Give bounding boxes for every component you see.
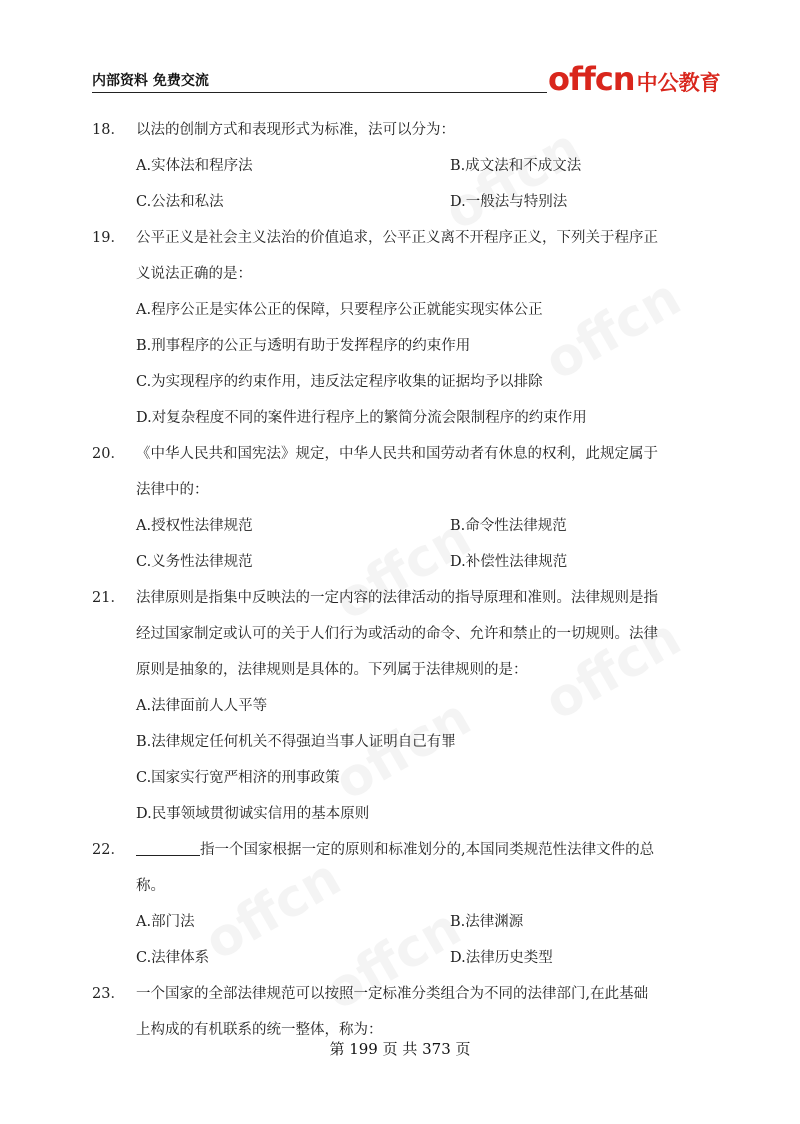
page-footer: 第 199 页 共 373 页 [329,1040,471,1058]
question-number: 22． [92,842,125,858]
option-d: D.补偿性法律规范 [450,554,568,570]
stem-line: 一个国家的全部法律规范可以按照一定标准分类组合为不同的法律部门,在此基础 [136,986,649,1002]
stem-line: 上构成的有机联系的统一整体，称为： [136,1022,383,1038]
question-stem [136,832,706,904]
option-d: D.一般法与特别法 [450,194,568,210]
question-number: 19． [92,230,125,246]
option-d: D.对复杂程度不同的案件进行程序上的繁简分流会限制程序的约束作用 [136,410,587,426]
stem-line: 公平正义是社会主义法治的价值追求，公平正义离不开程序正义，下列关于程序正 [136,230,658,246]
stem-line: 法律中的： [136,482,209,498]
question-number: 23． [92,986,125,1002]
question-stem [136,112,706,148]
stem-line: 法律原则是指集中反映法的一定内容的法律活动的指导原理和准则。法律规则是指 [136,590,658,606]
stem-line: 义说法正确的是： [136,266,252,282]
stem-line: 《中华人民共和国宪法》规定，中华人民共和国劳动者有休息的权利，此规定属于 [136,446,658,462]
question-stem [136,220,706,292]
option-b: B.命令性法律规范 [450,518,567,534]
question-stem [136,580,706,688]
option-c: C.义务性法律规范 [136,554,253,570]
stem-text: 指一个国家根据一定的原则和标准划分的,本国同类规范性法律文件的总 [200,842,655,858]
fill-blank [136,835,200,856]
option-c: C.公法和私法 [136,194,224,210]
question-stem [136,436,706,508]
option-b: B.法律渊源 [450,914,524,930]
option-a: A.授权性法律规范 [136,518,253,534]
option-a: A.部门法 [136,914,195,930]
question-number: 18． [92,122,125,138]
logo-en: offcn [548,60,635,98]
option-d: D.民事领域贯彻诚实信用的基本原则 [136,806,370,822]
option-c: C.为实现程序的约束作用，违反法定程序收集的证据均予以排除 [136,374,543,390]
stem-line: 经过国家制定或认可的关于人们行为或活动的命令、允许和禁止的一切规则。法律 [136,626,658,642]
option-a: A.法律面前人人平等 [136,698,268,714]
option-b: B.成文法和不成文法 [450,158,582,174]
question-number: 20． [92,446,125,462]
stem-line [136,832,706,868]
option-d: D.法律历史类型 [450,950,553,966]
option-c: C.法律体系 [136,950,210,966]
option-c: C.国家实行宽严相济的刑事政策 [136,770,340,786]
option-b: B.刑事程序的公正与透明有助于发挥程序的约束作用 [136,338,471,354]
stem-line: 称。 [136,878,165,894]
logo-cn: 中公教育 [636,71,721,95]
stem-line: 原则是抽象的，法律规则是具体的。下列属于法律规则的是： [136,662,528,678]
option-a: A.程序公正是实体公正的保障，只要程序公正就能实现实体公正 [136,302,543,318]
option-a: A.实体法和程序法 [136,158,253,174]
header-label: 内部资料 免费交流 [92,73,209,89]
stem-line: 以法的创制方式和表现形式为标准，法可以分为： [136,122,455,138]
option-b: B.法律规定任何机关不得强迫当事人证明自己有罪 [136,734,456,750]
question-number: 21． [92,590,125,606]
